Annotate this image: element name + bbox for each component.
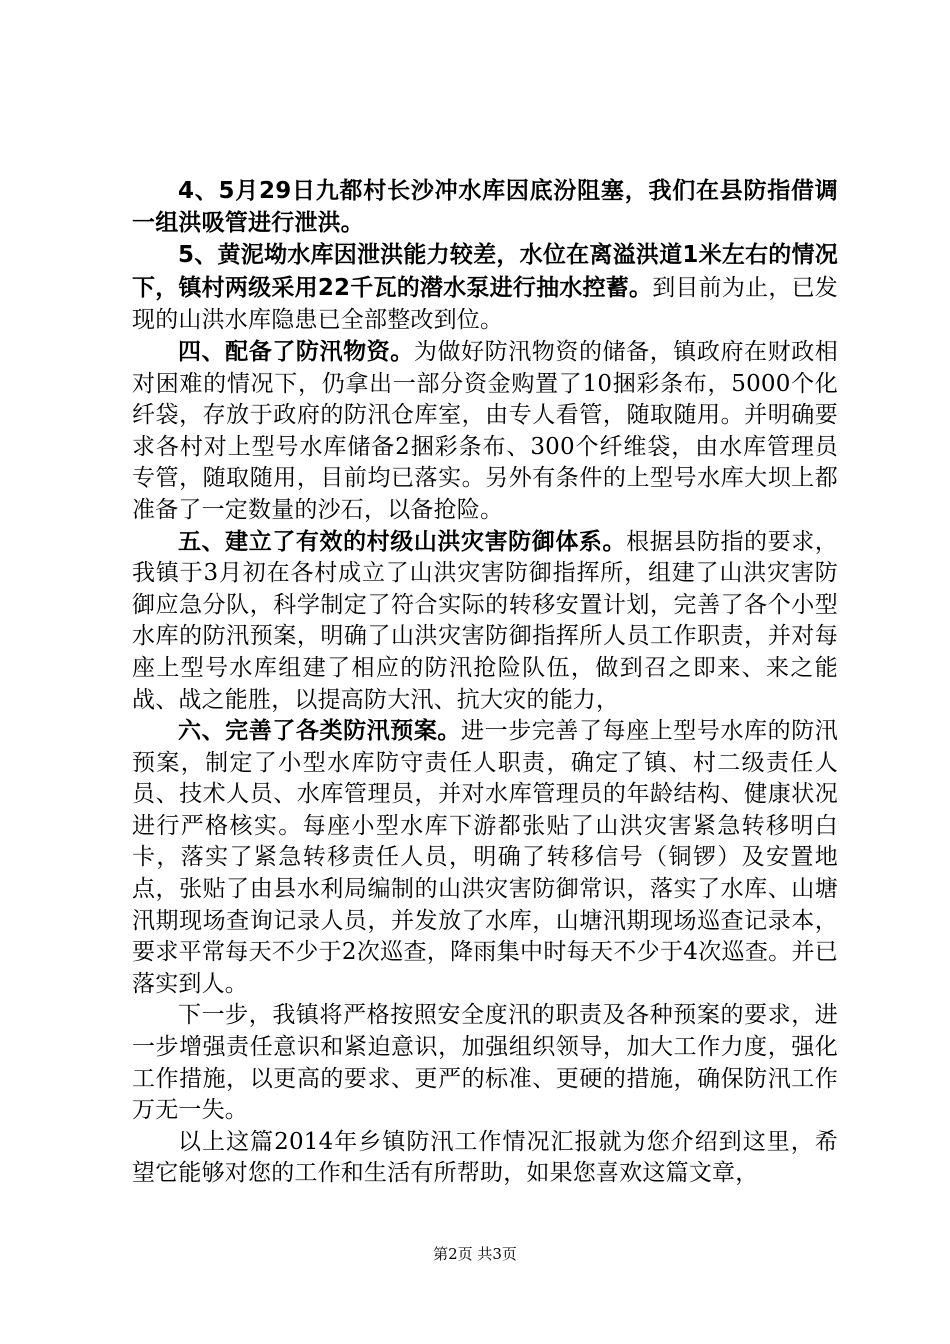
section-body-text: 根据县防指的要求，我镇于3月初在各村成立了山洪灾害防御指挥所，组建了山洪灾害防御应急分队，科学制定了符合实际的转移安置计划，完善了各个小型水库的防汛预案，明确了山洪灾害防御指挥所人员工作职责，并对每座上型号水库组建了相应的防汛抢险队伍，做到召之即来、来之能战、战之能胜，以提高防大汛、抗大灾的能力， bbox=[132, 528, 838, 713]
section-body-text: 为做好防汛物资的储备，镇政府在财政相对困难的情况下，仍拿出一部分资金购置了10捆彩条布，5000个化纤袋，存放于政府的防汛仓库室，由专人看管，随取随用。并明确要求各村对上型号水库储备2捆彩条布、300个纤维袋，由水库管理员专管，随取随用，目前均已落实。另外有条件的上型号水库大坝上都准备了一定数量的沙石，以备抢险。 bbox=[132, 338, 839, 523]
closing-paragraph bbox=[132, 1127, 838, 1190]
paragraph-tail-text: 到目前为止，已发现的山洪水库隐患已全部整改到位。 bbox=[132, 274, 838, 334]
section-body-text: 进一步完善了每座上型号水库的防汛预案，制定了小型水库防守责任人职责，确定了镇、村二级责任人员、技术人员、水库管理员，并对水库管理员的年龄结构、健康状况进行严格核实。每座小型水库下游都张贴了山洪灾害紧急转移明白卡，落实了紧急转移责任人员，明确了转移信号（铜锣）及安置地点，张贴了由县水利局编制的山洪灾害防御常识，落实了水库、山塘汛期现场查询记录人员，并发放了水库，山塘汛期现场巡查记录本，要求平常每天不少于2次巡查，降雨集中时每天不少于4次巡查。并已落实到人。 bbox=[132, 718, 839, 997]
section-four-paragraph bbox=[132, 337, 838, 527]
section-heading: 六、完善了各类防汛预案。 bbox=[178, 718, 462, 745]
paragraph-text: 下一步，我镇将严格按照安全度汛的职责及各种预案的要求，进一步增强责任意识和紧迫意识，加强组织领导，加大工作力度，强化工作措施，以更高的要求、更严的标准、更硬的措施，确保防汛工作万无一失。 bbox=[132, 1002, 838, 1124]
paragraph-item-4 bbox=[132, 176, 838, 239]
page-number-label: 第2页 共3页 bbox=[433, 1245, 517, 1263]
next-step-paragraph bbox=[132, 1000, 838, 1126]
paragraph-item-5 bbox=[132, 239, 838, 337]
paragraph-text: 4、5月29日九都村长沙冲水库因底汾阻塞，我们在县防指借调一组洪吸管进行泄洪。 bbox=[132, 178, 838, 236]
paragraph-text: 5、黄泥坳水库因泄洪能力较差，水位在离溢洪道1米左右的情况下，镇村两级采用22千瓦的潜水泵进行抽水控蓄。 bbox=[132, 242, 838, 301]
document-body bbox=[132, 176, 838, 1190]
section-heading: 五、建立了有效的村级山洪灾害防御体系。 bbox=[178, 528, 627, 555]
paragraph-text: 以上这篇2014年乡镇防汛工作情况汇报就为您介绍到这里，希望它能够对您的工作和生活有所帮助，如果您喜欢这篇文章， bbox=[132, 1128, 838, 1187]
section-six-paragraph bbox=[132, 716, 838, 1000]
section-five-paragraph bbox=[132, 527, 838, 717]
section-heading: 四、配备了防汛物资。 bbox=[178, 338, 414, 365]
page-footer bbox=[0, 1244, 950, 1264]
